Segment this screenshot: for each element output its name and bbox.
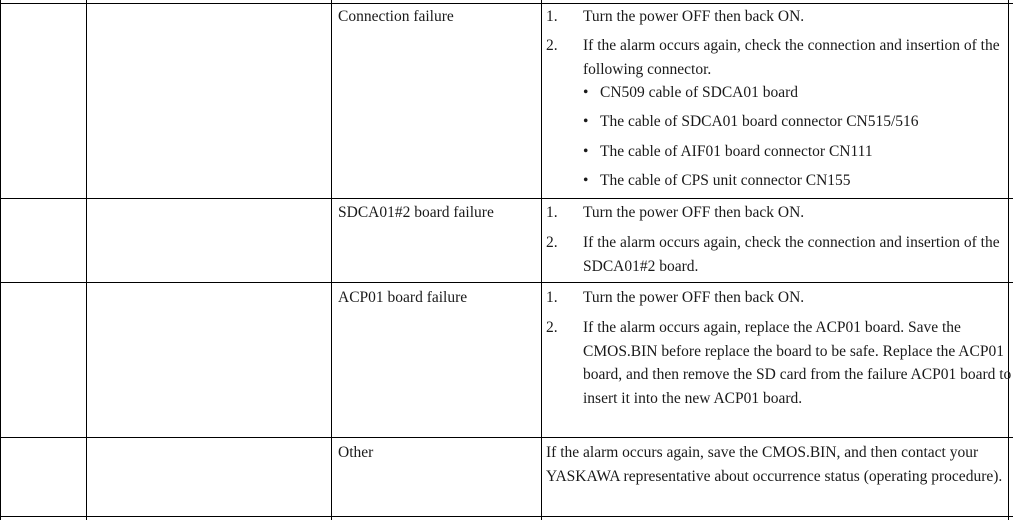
cause-connection-failure: Connection failure [338, 8, 454, 25]
connector-list-item-text: The cable of AIF01 board connector CN111 [600, 143, 873, 160]
step-text: Turn the power OFF then back ON. [583, 204, 805, 221]
table-column-divider [0, 0, 1, 520]
step-number: 1. [546, 204, 558, 221]
step-number: 1. [546, 8, 558, 25]
table-column-divider [541, 0, 542, 520]
connector-list-item-text: The cable of CPS unit connector CN155 [600, 172, 851, 189]
table-row-divider [0, 282, 1013, 283]
cause-acp01-board-failure: ACP01 board failure [338, 289, 468, 306]
step-number: 2. [546, 37, 558, 54]
bullet-icon: • [583, 143, 589, 160]
step-number: 1. [546, 289, 558, 306]
bullet-icon: • [583, 84, 589, 101]
bullet-icon: • [583, 113, 589, 130]
connector-list-item [583, 171, 851, 191]
cause-sdca01-2-board-failure: SDCA01#2 board failure [338, 204, 494, 221]
step-text: Turn the power OFF then back ON. [583, 8, 805, 25]
step-text: Turn the power OFF then back ON. [583, 289, 805, 306]
step-text: If the alarm occurs again, check the connection and insertion of the SDCA01#2 board. [583, 234, 1000, 275]
connector-list-item [583, 112, 919, 132]
bullet-icon: • [583, 172, 589, 189]
remedy-text: If the alarm occurs again, save the CMOS.BIN, and then contact your YASKAWA representative about occurrence status (operating procedure). [546, 444, 1003, 485]
table-row-divider [0, 198, 1013, 199]
step-number: 2. [546, 234, 558, 251]
table-row-divider [0, 516, 1013, 517]
table-column-divider [86, 0, 87, 520]
table-column-divider [331, 0, 332, 520]
step-text: If the alarm occurs again, check the connection and insertion of the following connector. [583, 37, 1000, 78]
table-row-divider [0, 3, 1013, 4]
connector-list-item [583, 83, 798, 103]
step-number: 2. [546, 319, 558, 336]
table-row-divider [0, 437, 1013, 438]
connector-list-item [583, 142, 873, 162]
step-text: If the alarm occurs again, replace the ACP01 board. Save the CMOS.BIN before replace the board to be safe. Replace the ACP01 board, and then remove the SD card from the failure ACP01 board to insert it into the new ACP01 board. [583, 319, 1012, 407]
connector-list-item-text: CN509 cable of SDCA01 board [600, 84, 799, 101]
connector-list-item-text: The cable of SDCA01 board connector CN515/516 [600, 113, 919, 130]
cause-other: Other [338, 444, 374, 461]
